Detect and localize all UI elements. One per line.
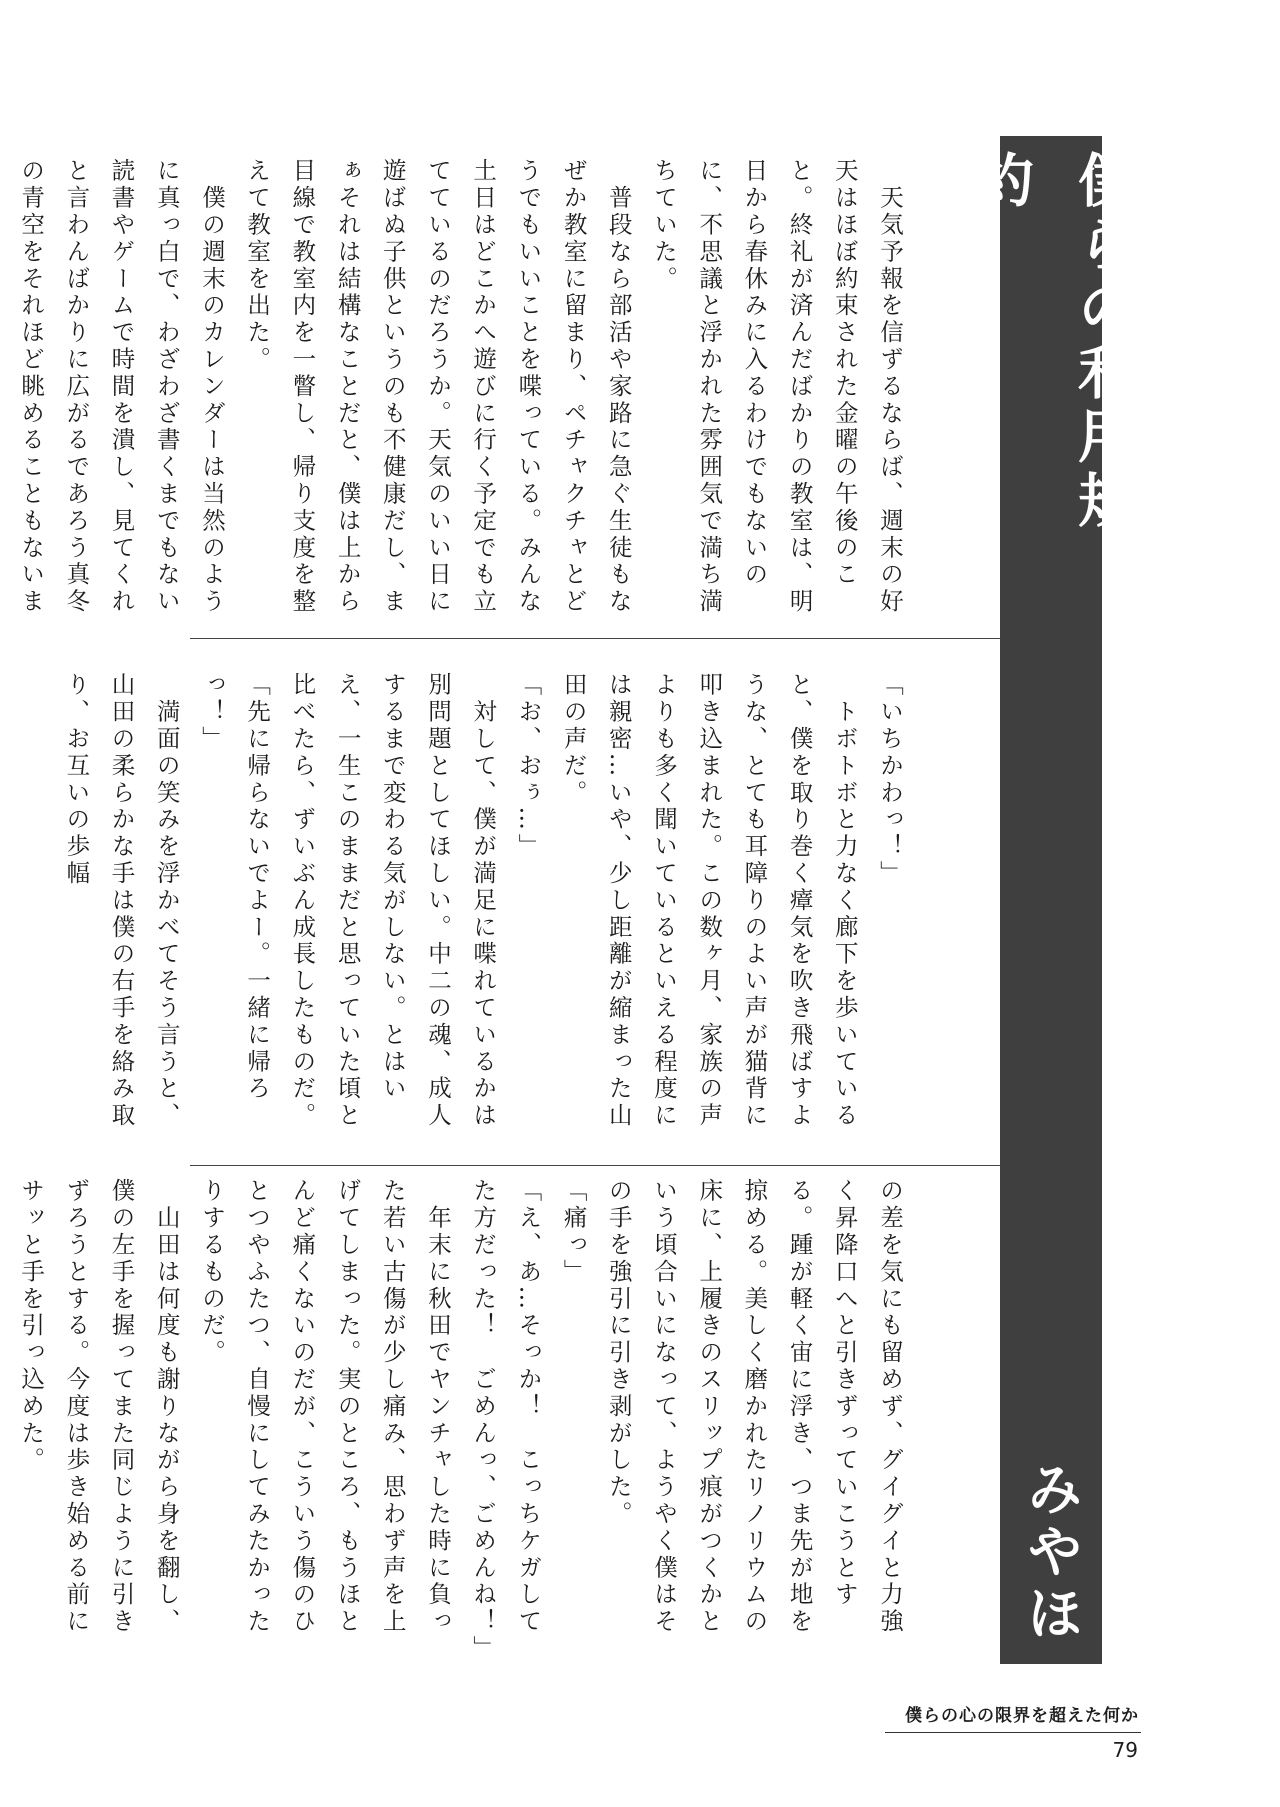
paragraph: 「いちかわっ！」 [876, 672, 904, 888]
paragraph: 年末に秋田でヤンチャした時に負った若い古傷が少し痛み、思わず声を上げてしまった。実のところ、もうほとんど痛くないのだが、こういう傷のひとつやふたつ、自慢にしてみたかったりするものだ。 [197, 1178, 452, 1636]
paragraph: 普段なら部活や家路に急ぐ生徒もなぜか教室に留まり、ペチャクチャとどうでもいいことを喋っている。みんな土日はどこかへ遊びに行く予定でも立てているのだろうか。天気のいい日に遊ばぬ子供というのも不健康だし、まぁそれは結構なことだと、僕は上から目線で教室内を一瞥し、帰り支度を整えて教室を出た。 [243, 158, 633, 616]
running-footer-title: 僕らの心の限界を超えた何か [905, 1706, 1139, 1726]
paragraph: 「お、おぅ…」 [514, 672, 543, 861]
text-tier-bottom [17, 1178, 912, 1663]
paragraph: トボトボと力なく廊下を歩いていると、僕を取り巻く瘴気を吹き飛ばすような、とても耳障りのよい声が猫背に叩き込まれた。この数ヶ月、家族の声よりも多く聞いているといえる程度には親密…いや、少し距離が縮まった山田の声だ。 [559, 672, 859, 1130]
paragraph: 満面の笑みを浮かべてそう言うと、山田の柔らかな手は僕の右手を絡み取り、お互いの歩幅 [62, 672, 181, 1130]
footer-divider [885, 1732, 1141, 1733]
text-tier-middle [62, 672, 912, 1154]
paragraph: 「え、あ…そっか！ こっちケガしてた方だった！ ごめんっ、ごめんね！」 [469, 1178, 543, 1663]
paragraph: の差を気にも留めず、グイグイと力強く昇降口へと引きずっていこうとする。踵が軽く宙に浮き、つま先が地を掠める。美しく磨かれたリノリウムの床に、上履きのスリップ痕がつくかという頃合いになって、ようやく僕はその手を強引に引き剥がした。 [604, 1178, 904, 1636]
text-tier-top [17, 158, 912, 628]
tier-divider [190, 638, 1000, 639]
paragraph: 「痛っ」 [559, 1178, 588, 1286]
author-name: みやほ [1018, 1460, 1084, 1646]
paragraph: 「先に帰らないでよー。一緒に帰ろっ！」 [197, 672, 272, 1103]
title-band [966, 136, 1136, 1664]
story-title: 僕らの利用規約 [966, 150, 1136, 534]
paragraph: 天気予報を信ずるならば、週末の好天はほぼ約束された金曜の午後のこと。終礼が済んだばかりの教室は、明日から春休みに入るわけでもないのに、不思議と浮かれた雰囲気で満ち満ちていた。 [649, 158, 904, 616]
tier-divider [190, 1165, 1000, 1166]
paragraph: 対して、僕が満足に喋れているかは別問題としてほしい。中二の魂、成人するまで変わる気がしない。とはいえ、一生このままだと思っていた頃と比べたら、ずいぶん成長したものだ。 [288, 672, 498, 1130]
page-number: 79 [1112, 1738, 1138, 1762]
paragraph: 僕の週末のカレンダーは当然のように真っ白で、わざわざ書くまでもない読書やゲームで時間を潰し、見てくれと言わんばかりに広がるであろう真冬の青空をそれほど眺めることもないま [17, 158, 226, 616]
paragraph: 山田は何度も謝りながら身を翻し、僕の左手を握ってまた同じように引きずろうとする。今度は歩き始める前にサッと手を引っ込めた。 [17, 1178, 181, 1636]
